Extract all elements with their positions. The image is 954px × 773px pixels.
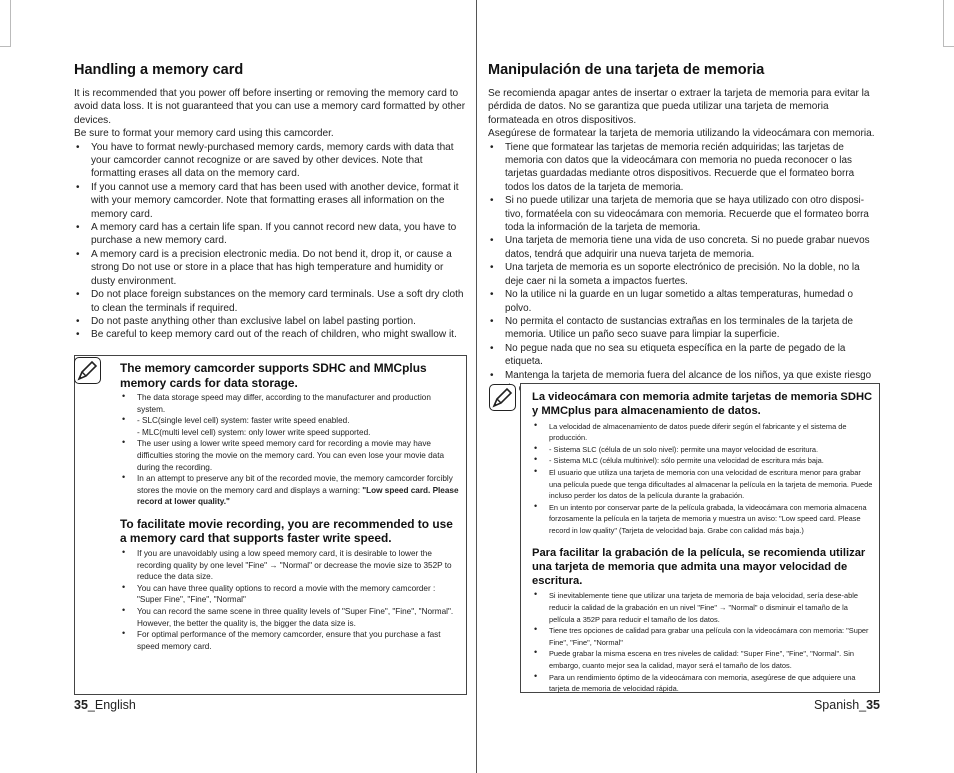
crop-mark-right bbox=[943, 0, 954, 47]
note-list bbox=[120, 548, 460, 652]
intro-paragraph: Be sure to format your memory card using this camcorder. bbox=[74, 128, 334, 140]
list-item: • Una tarjeta de memoria tiene una vida de uso concreta. Si no puede grabar nuevos datos, tendrá que adquirir una nueva tarjeta de memoria. bbox=[488, 234, 880, 261]
list-item bbox=[120, 415, 460, 438]
note-pencil-icon bbox=[74, 357, 101, 384]
intro-paragraph: Se recomienda apagar antes de insertar o extraer la tarjeta de memoria para evitar la pérdida de datos. No se garantiza que pueda utilizar una tarjeta de memoria formateada en otros dispositivos. bbox=[488, 88, 870, 126]
list-item: • The user using a lower write speed memory card for recording a movie may have difficulties storing the movie on the memory card. You can even lose your movie data during the recording. bbox=[120, 438, 460, 473]
list-item: • La velocidad de almacenamiento de datos puede diferir según el fabricante y el sistema de producción. bbox=[532, 421, 874, 444]
note-list bbox=[532, 421, 874, 537]
list-text: In an attempt to preserve any bit of the recorded movie, the memory camcorder forcibly stores the movie on the memory card and displays a warning: bbox=[137, 474, 453, 495]
note-pencil-icon bbox=[489, 384, 516, 411]
page-title: Manipulación de una tarjeta de memoria bbox=[488, 62, 765, 78]
list-item: • If you cannot use a memory card that has been used with another device, format it with your memory camcorder. Note that formatting erases all information on the memory card. bbox=[74, 181, 466, 221]
list-item bbox=[120, 606, 460, 629]
list-text: However, the better the quality is, the bigger the data size is. bbox=[137, 618, 356, 628]
page-footer bbox=[74, 698, 136, 712]
list-item: • En un intento por conservar parte de la película grabada, la videocámara con memoria almacena forzosamente la película en la tarjeta de memoria y muestra un aviso: "Low speed card. Please record in low quality" (Tarjeta de velocidad baja. Grabe con calidad más baja.) bbox=[532, 502, 874, 537]
crop-mark-left bbox=[0, 0, 11, 47]
list-item: • Una tarjeta de memoria es un soporte electrónico de precisión. No la doble, no la deje caer ni la someta a impactos fuertes. bbox=[488, 261, 880, 288]
list-item: • A memory card is a precision electronic media. Do not bend it, drop it, or cause a strong Do not use or store in a place that has high temperature and humidity or dusty environment. bbox=[74, 248, 466, 288]
list-item: • Mantenga la tarjeta de memoria fuera del alcance de los niños, ya que existe riesgo bbox=[488, 369, 880, 396]
list-item: • Tiene que formatear las tarjetas de memoria recién adquiridas; las tarjetas de memoria con datos que la videocámara con memoria no pueda reconocer o las tarjetas guardadas mediante otros dispositivos. Recuerde que el formateo borra todos los datos de la tarjeta de memoria. bbox=[488, 141, 880, 195]
list-subitem: - MLC(multi level cell) system: only lower write speed supported. bbox=[137, 427, 371, 437]
list-item: • Para un rendimiento óptimo de la videocámara con memoria, asegúrese de que adquiere una tarjeta de memoria de velocidad rápida. bbox=[532, 672, 874, 695]
intro-paragraph: It is recommended that you power off before inserting or removing the memory card to avoid data loss. It is not guaranteed that you can use a memory card formatted by other devices. bbox=[74, 88, 466, 126]
note-box bbox=[74, 355, 467, 695]
page-divider bbox=[476, 0, 477, 773]
list-item: • No permita el contacto de sustancias extrañas en los terminales de la tarjeta de memoria. Utilice un paño seco suave para limpiar la superficie. bbox=[488, 315, 880, 342]
page-language: Spanish_ bbox=[813, 698, 867, 712]
list-item: • If you are unavoidably using a low speed memory card, it is desirable to lower the recording quality by one level "Fine" → "Normal" or decrease the movie size to 352P to reduce the data size. bbox=[120, 548, 460, 583]
note-list bbox=[532, 590, 874, 694]
note-heading: The memory camcorder supports SDHC and MMCplus memory cards for data storage. bbox=[120, 361, 427, 390]
bullet-list bbox=[74, 141, 466, 342]
list-item: • You can have three quality options to record a movie with the memory camcorder : "Super Fine", "Fine", "Normal" bbox=[120, 583, 460, 606]
page-number: 35 bbox=[74, 698, 88, 712]
page-title: Handling a memory card bbox=[74, 62, 244, 78]
note-box bbox=[520, 383, 880, 693]
list-item: • Do not paste anything other than exclusive label on label pasting portion. bbox=[74, 315, 466, 328]
page-footer bbox=[814, 698, 880, 712]
list-text: You can record the same scene in three quality levels of "Super Fine", "Fine", "Normal". bbox=[137, 606, 454, 616]
list-item: • El usuario que utiliza una tarjeta de memoria con una velocidad de escritura menor para grabar una película puede que tenga dificultades al almacenar la película en la tarjeta de memoria. Puede incluso perder los datos de la película durante la grabación. bbox=[532, 467, 874, 502]
bullet-list bbox=[488, 141, 880, 396]
page-language: _English bbox=[87, 698, 136, 712]
list-item: • Be careful to keep memory card out of the reach of children, who might swallow it. bbox=[74, 328, 466, 341]
list-item: • - Sistema SLC (célula de un solo nivel): permite una mayor velocidad de escritura. bbox=[532, 444, 874, 456]
list-item: • No la utilice ni la guarde en un lugar sometido a altas temperaturas, humedad o polvo. bbox=[488, 288, 880, 315]
list-item: • For optimal performance of the memory camcorder, ensure that you purchase a fast speed memory card. bbox=[120, 629, 460, 652]
list-item: • You have to format newly-purchased memory cards, memory cards with data that your camcorder cannot recognize or are saved by other devices. Note that formatting erases all data on the memory card. bbox=[74, 141, 466, 181]
list-item: • Tiene tres opciones de calidad para grabar una película con la videocámara con memoria: "Super Fine", "Fine", "Normal" bbox=[532, 625, 874, 648]
note-heading: To facilitate movie recording, you are recommended to use a memory card that supports faster write speed. bbox=[120, 516, 453, 546]
list-item: • No pegue nada que no sea su etiqueta específica en la parte de pegado de la etiqueta. bbox=[488, 342, 880, 369]
intro-paragraph: Asegúrese de formatear la tarjeta de memoria utilizando la videocámara con memoria. bbox=[488, 128, 875, 140]
warning-text: "Low speed card. Please record at lower quality." bbox=[137, 485, 459, 507]
list-item: • Si inevitablemente tiene que utilizar una tarjeta de memoria de baja velocidad, sería dese-able reducir la calidad de la grabación en un nivel "Fine" → "Normal" o disminuir el tamaño de la película a 352P para reducir el tamaño de los datos. bbox=[532, 590, 874, 625]
list-item: • The data storage speed may differ, according to the manufacturer and production system. bbox=[120, 392, 460, 415]
english-page-content bbox=[74, 62, 466, 342]
note-heading: Para facilitar la grabación de la película, se recomienda utilizar una tarjeta de memoria que admita una mayor velocidad de escritura. bbox=[532, 546, 866, 588]
list-item: • A memory card has a certain life span. If you cannot record new data, you have to purchase a new memory card. bbox=[74, 221, 466, 248]
list-item: • Do not place foreign substances on the memory card terminals. Use a soft dry cloth to clean the terminals if required. bbox=[74, 288, 466, 315]
page-number: 35 bbox=[866, 698, 880, 712]
note-heading: La videocámara con memoria admite tarjetas de memoria SDHC y MMCplus para almacenamiento de datos. bbox=[532, 391, 873, 418]
list-item: • Si no puede utilizar una tarjeta de memoria que se haya utilizado con otro disposi-tivo, formatéela con su videocámara con memoria. Recuerde que el formateo borra toda la información de la tarjeta de memoria. bbox=[488, 194, 880, 234]
list-subitem: - SLC(single level cell) system: faster write speed enabled. bbox=[137, 416, 350, 426]
list-item: • - Sistema MLC (célula multinivel): sólo permite una velocidad de escritura más baja. bbox=[532, 455, 874, 467]
spanish-page-content bbox=[488, 62, 880, 395]
list-item bbox=[120, 473, 460, 508]
list-item: • Puede grabar la misma escena en tres niveles de calidad: "Super Fine", "Fine", "Normal". Sin embargo, cuanto mejor sea la calidad, mayor será el tamaño de los datos. bbox=[532, 648, 874, 671]
note-list bbox=[120, 392, 460, 508]
